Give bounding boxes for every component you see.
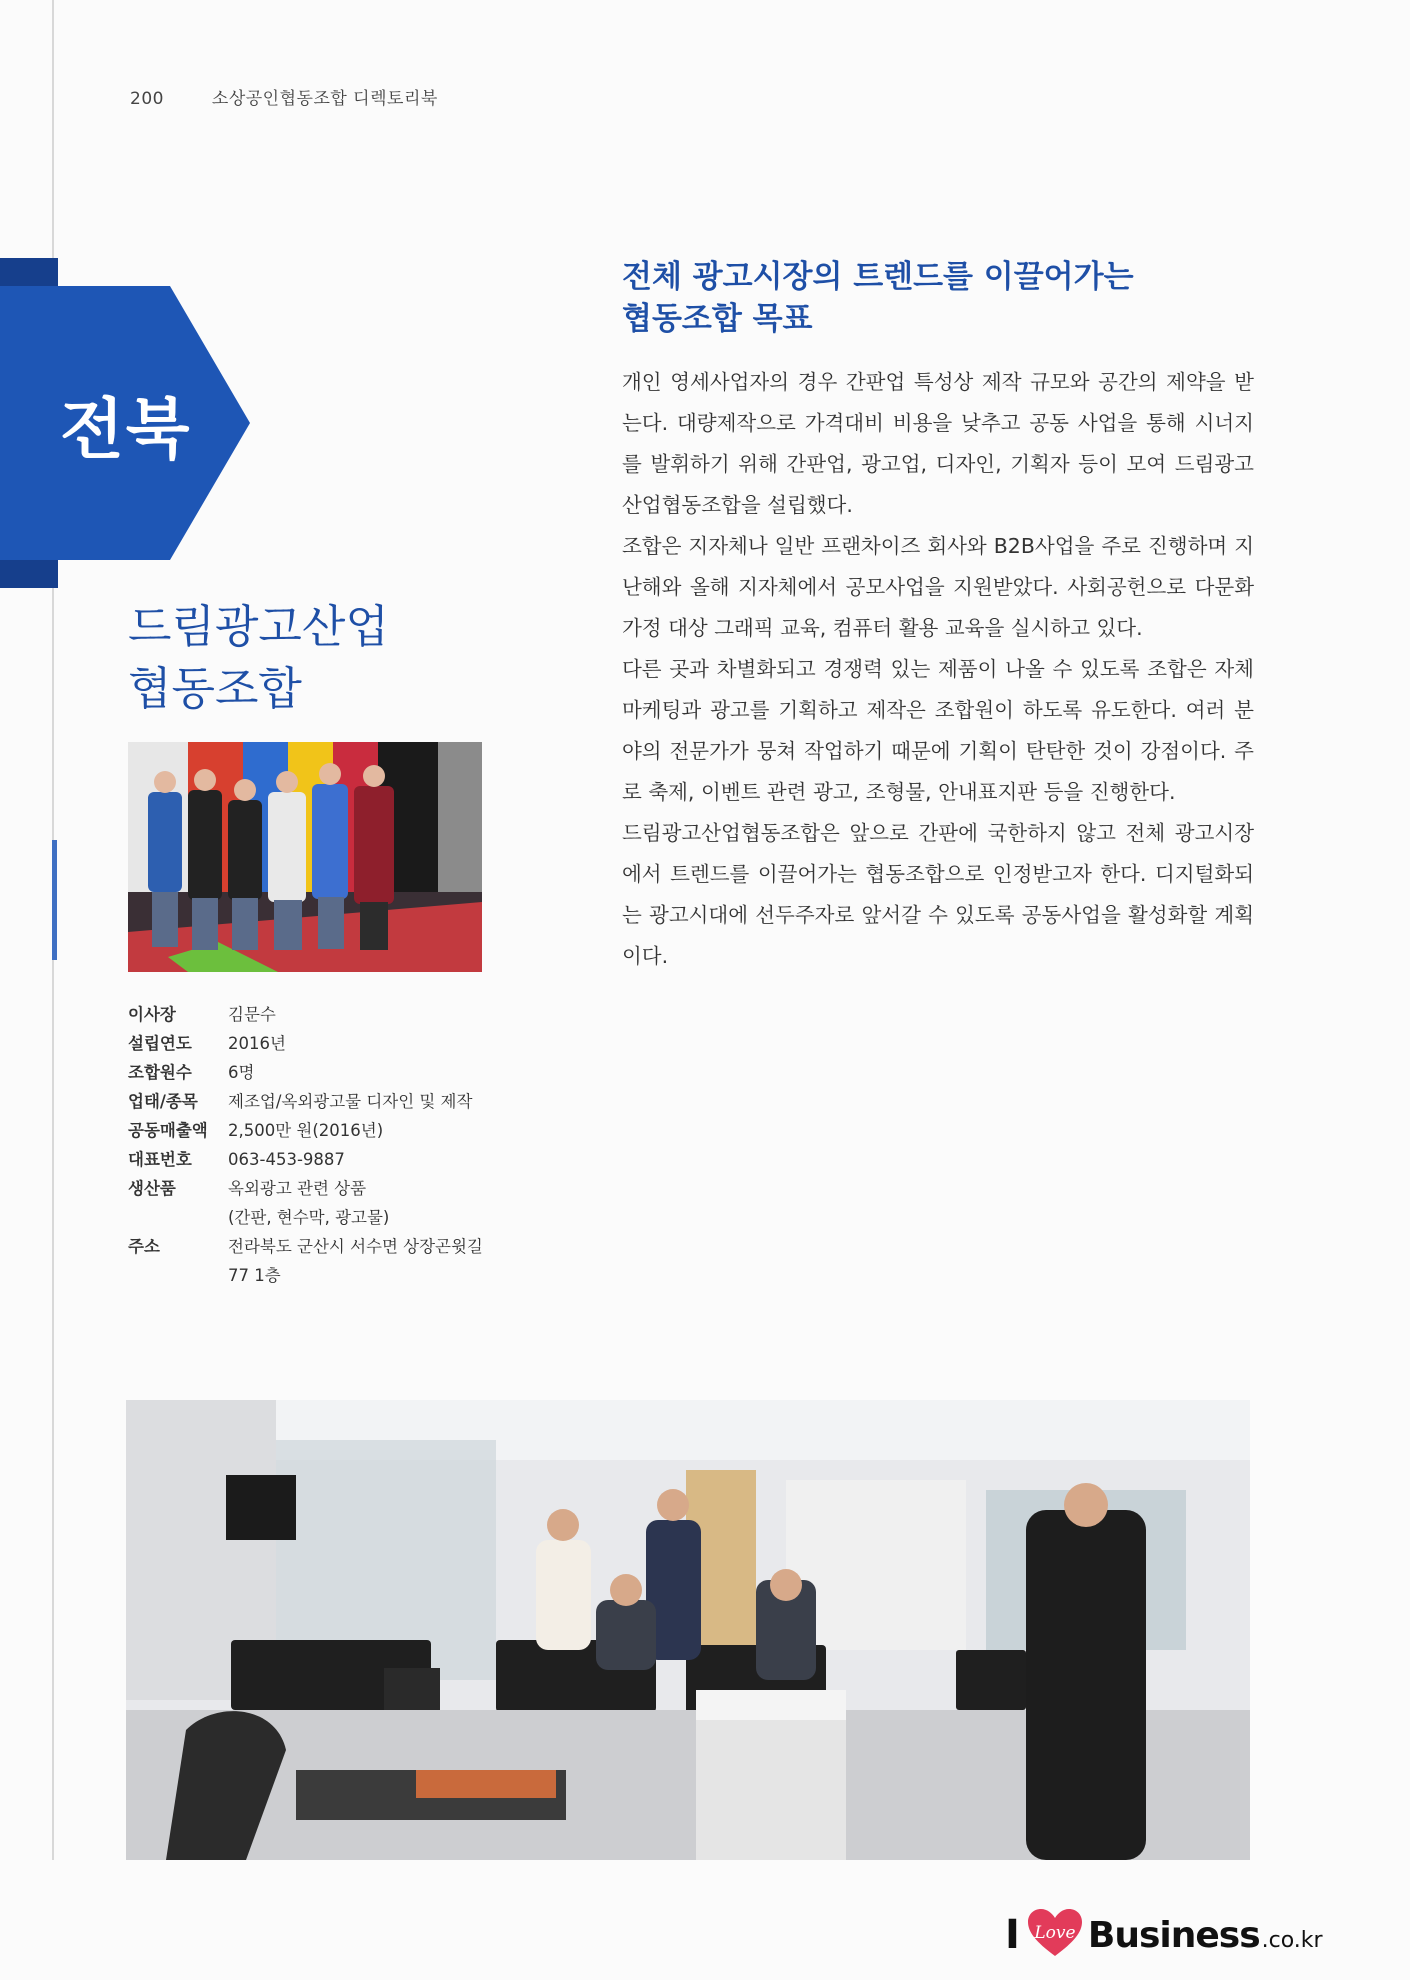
- info-value-line2: (간판, 현수막, 광고물): [228, 1208, 390, 1227]
- info-row-address: [128, 1232, 508, 1290]
- office-photo: [126, 1400, 1250, 1860]
- info-key: 업태/종목: [128, 1092, 198, 1111]
- headline-line2: 협동조합 목표: [622, 301, 813, 337]
- info-key: 주소: [128, 1237, 160, 1256]
- headline-line1: 전체 광고시장의 트렌드를 이끌어가는: [622, 259, 1134, 295]
- info-value: [228, 1232, 508, 1290]
- book-title: 소상공인협동조합 디렉토리북: [211, 89, 438, 109]
- logo-tld: .co.kr: [1261, 1927, 1323, 1953]
- paragraph-3: 다른 곳과 차별화되고 경쟁력 있는 제품이 나올 수 있도록 조합은 자체 마케팅과 광고를 기획하고 제작은 조합원이 하도록 유도한다. 여러 분야의 전문가가 뭉쳐 작업하기 때문에 기획이 탄탄한 것이 강점이다. 주로 축제, 이벤트 관련 광고, 조형물, 안내표지판 등을 진행한다.: [622, 657, 1254, 804]
- info-value: 063-453-9887: [228, 1150, 345, 1169]
- info-value: 6명: [228, 1063, 255, 1082]
- info-row-products: [128, 1174, 508, 1232]
- info-value-line1: 옥외광고 관련 상품: [228, 1179, 367, 1198]
- group-photo-image: [128, 742, 482, 972]
- org-info-table: [128, 1000, 508, 1290]
- info-row-chairman: [128, 1000, 508, 1029]
- org-name-line1: 드림광고산업: [128, 600, 389, 653]
- info-value: 2016년: [228, 1034, 286, 1053]
- org-name: [128, 596, 488, 720]
- paragraph-1: 개인 영세사업자의 경우 간판업 특성상 제작 규모와 공간의 제약을 받는다. 대량제작으로 가격대비 비용을 낮추고 공동 사업을 통해 시너지를 발휘하기 위해 간판업, 광고업, 디자인, 기획자 등이 모여 드림광고산업협동조합을 설립했다.: [622, 370, 1254, 517]
- office-photo-image: [126, 1400, 1250, 1860]
- info-row-revenue: [128, 1116, 508, 1145]
- info-value-line1: 전라북도 군산시 서수면 상장곤윗길: [228, 1237, 483, 1256]
- info-value: 제조업/옥외광고물 디자인 및 제작: [228, 1092, 473, 1111]
- info-key: 대표번호: [128, 1150, 192, 1169]
- info-value: 2,500만 원(2016년): [228, 1121, 384, 1140]
- info-key: 설립연도: [128, 1034, 192, 1053]
- info-value: 김문수: [228, 1005, 276, 1024]
- info-key: 공동매출액: [128, 1121, 208, 1140]
- info-row-business-type: [128, 1087, 508, 1116]
- info-value-line2: 77 1층: [228, 1266, 281, 1285]
- running-header: [130, 84, 438, 109]
- info-key: 조합원수: [128, 1063, 192, 1082]
- info-value: [228, 1174, 508, 1232]
- article-headline: [622, 256, 1262, 340]
- side-stripe: [52, 840, 57, 960]
- info-key: 이사장: [128, 1005, 176, 1024]
- region-tab: [0, 258, 262, 588]
- article-body: [622, 362, 1254, 977]
- logo-i: I: [1005, 1912, 1020, 1958]
- info-key: 생산품: [128, 1179, 176, 1198]
- info-row-members: [128, 1058, 508, 1087]
- paragraph-4: 드림광고산업협동조합은 앞으로 간판에 국한하지 않고 전체 광고시장에서 트렌드를 이끌어가는 협동조합으로 인정받고자 한다. 디지털화되는 광고시대에 선두주자로 앞서갈 수 있도록 공동사업을 활성화할 계획이다.: [622, 821, 1254, 968]
- footer-logo: [1005, 1910, 1323, 1960]
- org-name-line2: 협동조합: [128, 662, 302, 715]
- info-row-phone: [128, 1145, 508, 1174]
- logo-business: Business: [1087, 1914, 1260, 1956]
- page-number: 200: [130, 89, 164, 109]
- paragraph-2: 조합은 지자체나 일반 프랜차이즈 회사와 B2B사업을 주로 진행하며 지난해와 올해 지자체에서 공모사업을 지원받았다. 사회공헌으로 다문화가정 대상 그래픽 교육, 컴퓨터 활용 교육을 실시하고 있다.: [622, 534, 1254, 640]
- group-photo: [128, 742, 482, 972]
- region-label: 전북: [60, 391, 192, 468]
- info-row-founded: [128, 1029, 508, 1058]
- logo-love: Love: [1034, 1923, 1076, 1943]
- heart-icon: [1026, 1908, 1084, 1962]
